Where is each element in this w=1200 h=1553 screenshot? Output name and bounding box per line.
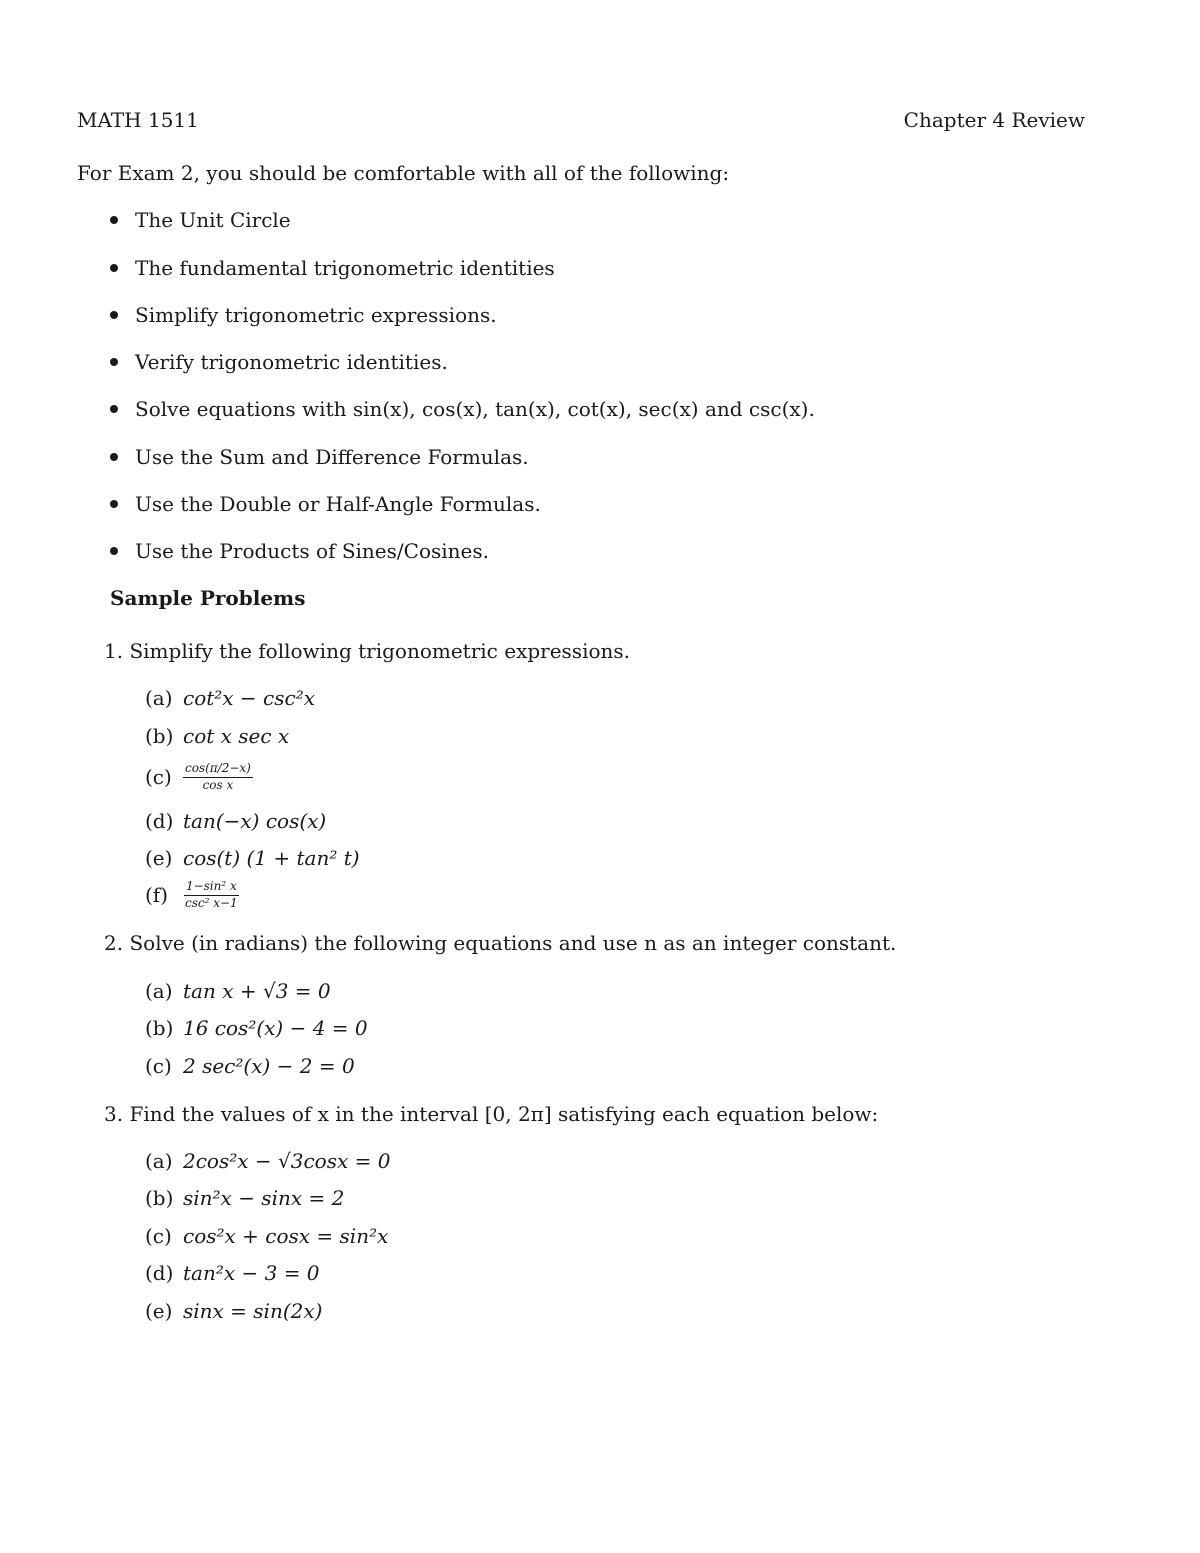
part-label: (a) <box>145 1149 173 1173</box>
part-label: (c) <box>145 1054 172 1078</box>
part-expression: sinx = sin(2x) <box>183 1299 323 1323</box>
problem-part <box>145 880 240 911</box>
part-label: (d) <box>145 1261 174 1285</box>
problem-1 <box>104 641 630 661</box>
part-expression: cos²x + cosx = sin²x <box>183 1224 389 1248</box>
problem-3 <box>104 1104 878 1124</box>
bullet-icon <box>110 311 118 319</box>
fraction-expression: $\frac{\text{1−sin² x}}{\text{csc² x−1}}$ <box>185 879 238 910</box>
bullet-icon <box>110 547 118 555</box>
intro-text: For Exam 2, you should be comfortable with all of the following: <box>77 161 730 185</box>
problem-2 <box>104 933 896 953</box>
page-header <box>77 110 1085 130</box>
problem-text: Simplify the following trigonometric expressions. <box>129 639 631 663</box>
bullet-icon <box>110 264 118 272</box>
problem-part <box>145 1226 388 1246</box>
part-label: (e) <box>145 1299 173 1323</box>
part-expression: 2 sec²(x) − 2 = 0 <box>183 1054 355 1078</box>
problem-part <box>145 1151 390 1171</box>
part-expression: cot x sec x <box>183 724 290 748</box>
problem-part <box>145 1263 320 1283</box>
part-label: (c) <box>145 1224 172 1248</box>
section-heading: Sample Problems <box>110 586 306 610</box>
bullet-icon <box>110 358 118 366</box>
part-label: (a) <box>145 979 173 1003</box>
bullet-icon <box>110 216 118 224</box>
bullet-icon <box>110 500 118 508</box>
list-item: Verify trigonometric identities. <box>110 352 448 372</box>
list-item: Use the Sum and Difference Formulas. <box>110 447 529 467</box>
part-label: (b) <box>145 724 174 748</box>
part-label: (e) <box>145 846 173 870</box>
problem-text: Find the values of x in the interval [0, 2π] satisfying each equation below: <box>129 1102 879 1126</box>
problem-part <box>145 1056 355 1076</box>
part-expression: 2cos²x − √3cosx = 0 <box>183 1149 391 1173</box>
problem-part <box>145 848 360 868</box>
course-code: MATH 1511 <box>77 108 199 132</box>
bullet-icon <box>110 405 118 413</box>
problem-number: 2. <box>104 931 124 955</box>
problem-part <box>145 1188 344 1208</box>
list-item: Use the Double or Half-Angle Formulas. <box>110 494 541 514</box>
list-item: Use the Products of Sines/Cosines. <box>110 541 489 561</box>
problem-part <box>145 981 331 1001</box>
problem-part <box>145 1301 322 1321</box>
fraction-expression: $\frac{\cos(\pi/2-x)}{\text{cos x}}$ <box>185 761 251 792</box>
list-item: The Unit Circle <box>110 210 291 230</box>
problem-text: Solve (in radians) the following equations and use n as an integer constant. <box>129 931 897 955</box>
part-expression: sin²x − sinx = 2 <box>183 1186 345 1210</box>
part-expression: 16 cos²(x) − 4 = 0 <box>183 1016 368 1040</box>
part-label: (b) <box>145 1186 174 1210</box>
part-expression: tan x + √3 = 0 <box>183 979 331 1003</box>
problem-part <box>145 1018 368 1038</box>
part-label: (c) <box>145 765 172 790</box>
part-expression: tan²x − 3 = 0 <box>183 1261 320 1285</box>
list-item: Solve equations with sin(x), cos(x), tan(x), cot(x), sec(x) and csc(x). <box>110 399 815 419</box>
list-item: The fundamental trigonometric identities <box>110 258 555 278</box>
document-title: Chapter 4 Review <box>903 108 1085 132</box>
part-label: (b) <box>145 1016 174 1040</box>
problem-number: 1. <box>104 639 124 663</box>
list-item: Simplify trigonometric expressions. <box>110 305 497 325</box>
problem-part <box>145 688 315 708</box>
part-label: (a) <box>145 686 173 710</box>
part-expression: tan(−x) cos(x) <box>183 809 327 833</box>
problem-number: 3. <box>104 1102 124 1126</box>
part-label: (d) <box>145 809 174 833</box>
part-expression: cot²x − csc²x <box>183 686 316 710</box>
problem-part <box>145 762 253 793</box>
bullet-icon <box>110 453 118 461</box>
problem-part <box>145 726 289 746</box>
problem-part <box>145 811 326 831</box>
part-expression: cos(t) (1 + tan² t) <box>183 846 360 870</box>
part-label: (f) <box>145 883 169 908</box>
